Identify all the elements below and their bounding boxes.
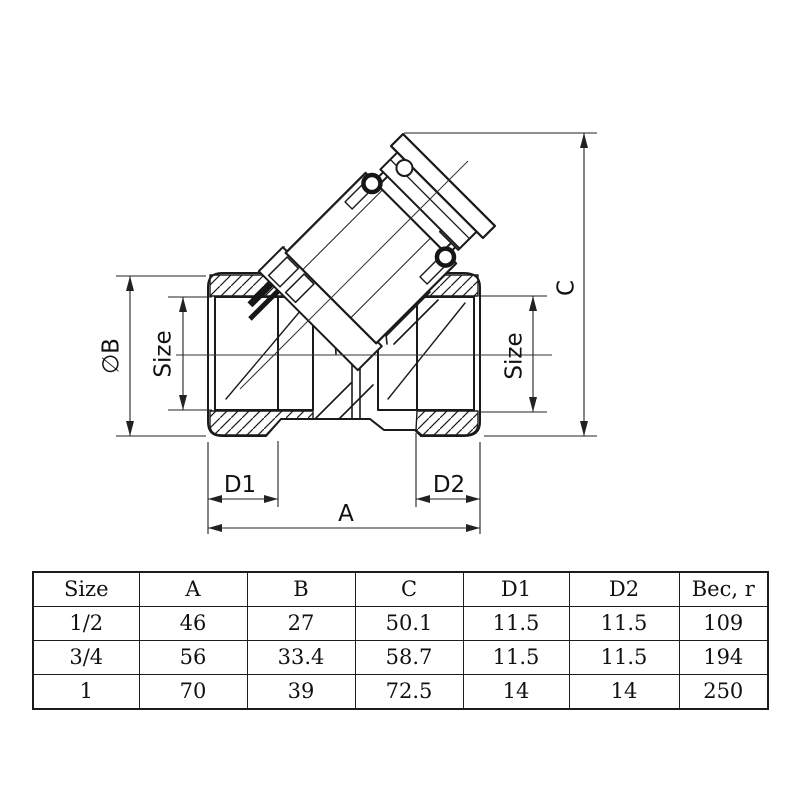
table-cell: 58.7	[355, 641, 463, 675]
table-cell: 27	[247, 607, 355, 641]
table-cell: 3/4	[33, 641, 139, 675]
table-header-cell: D1	[463, 572, 569, 607]
arrow-left-icon	[208, 495, 222, 503]
table-header-cell: Bec, r	[679, 572, 768, 607]
label-a: A	[338, 501, 354, 527]
label-d1: D1	[223, 472, 257, 498]
arrow-right-icon	[466, 524, 480, 532]
arrow-down-icon	[580, 421, 588, 436]
table-cell: 72.5	[355, 675, 463, 710]
arrow-left-icon	[208, 524, 222, 532]
table-row	[33, 607, 768, 641]
left-thread-diagonal	[226, 303, 307, 399]
arrow-up-icon	[529, 296, 537, 311]
table-cell: 194	[679, 641, 768, 675]
table-cell: 1/2	[33, 607, 139, 641]
table-cell: 46	[139, 607, 247, 641]
table-cell: 39	[247, 675, 355, 710]
table-cell: 11.5	[463, 607, 569, 641]
arrow-left-icon	[416, 495, 430, 503]
label-size-right: Size	[501, 332, 528, 380]
table-cell: 14	[463, 675, 569, 710]
table-cell: 33.4	[247, 641, 355, 675]
arrow-up-icon	[580, 133, 588, 148]
arrow-right-icon	[264, 495, 278, 503]
table-cell: 11.5	[569, 641, 679, 675]
table-cell: 109	[679, 607, 768, 641]
label-size-left: Size	[150, 330, 177, 378]
table-header-cell: C	[355, 572, 463, 607]
label-d2: D2	[432, 472, 466, 498]
arrow-down-icon	[126, 421, 134, 436]
table-cell: 14	[569, 675, 679, 710]
table-row	[33, 675, 768, 710]
table-header-cell: Size	[33, 572, 139, 607]
arrow-down-icon	[179, 395, 187, 410]
hatch-left-bottom	[210, 411, 313, 435]
table-header-cell: A	[139, 572, 247, 607]
left-port-bore	[215, 297, 313, 410]
label-c: C	[553, 279, 580, 297]
arrow-up-icon	[126, 276, 134, 291]
table-cell: 11.5	[569, 607, 679, 641]
table-header-cell: D2	[569, 572, 679, 607]
arrow-up-icon	[179, 297, 187, 312]
dim-table	[32, 571, 769, 710]
table-cell: 1	[33, 675, 139, 710]
table-cell: 11.5	[463, 641, 569, 675]
table-cell: 50.1	[355, 607, 463, 641]
table-row	[33, 641, 768, 675]
table-cell: 56	[139, 641, 247, 675]
hatch-right-bottom	[416, 411, 478, 435]
table-header-row	[33, 572, 768, 607]
arrow-down-icon	[529, 397, 537, 412]
label-phi-b: ∅B	[98, 338, 125, 374]
arrow-right-icon	[466, 495, 480, 503]
table-header-cell: B	[247, 572, 355, 607]
table-cell: 70	[139, 675, 247, 710]
table-cell: 250	[679, 675, 768, 710]
